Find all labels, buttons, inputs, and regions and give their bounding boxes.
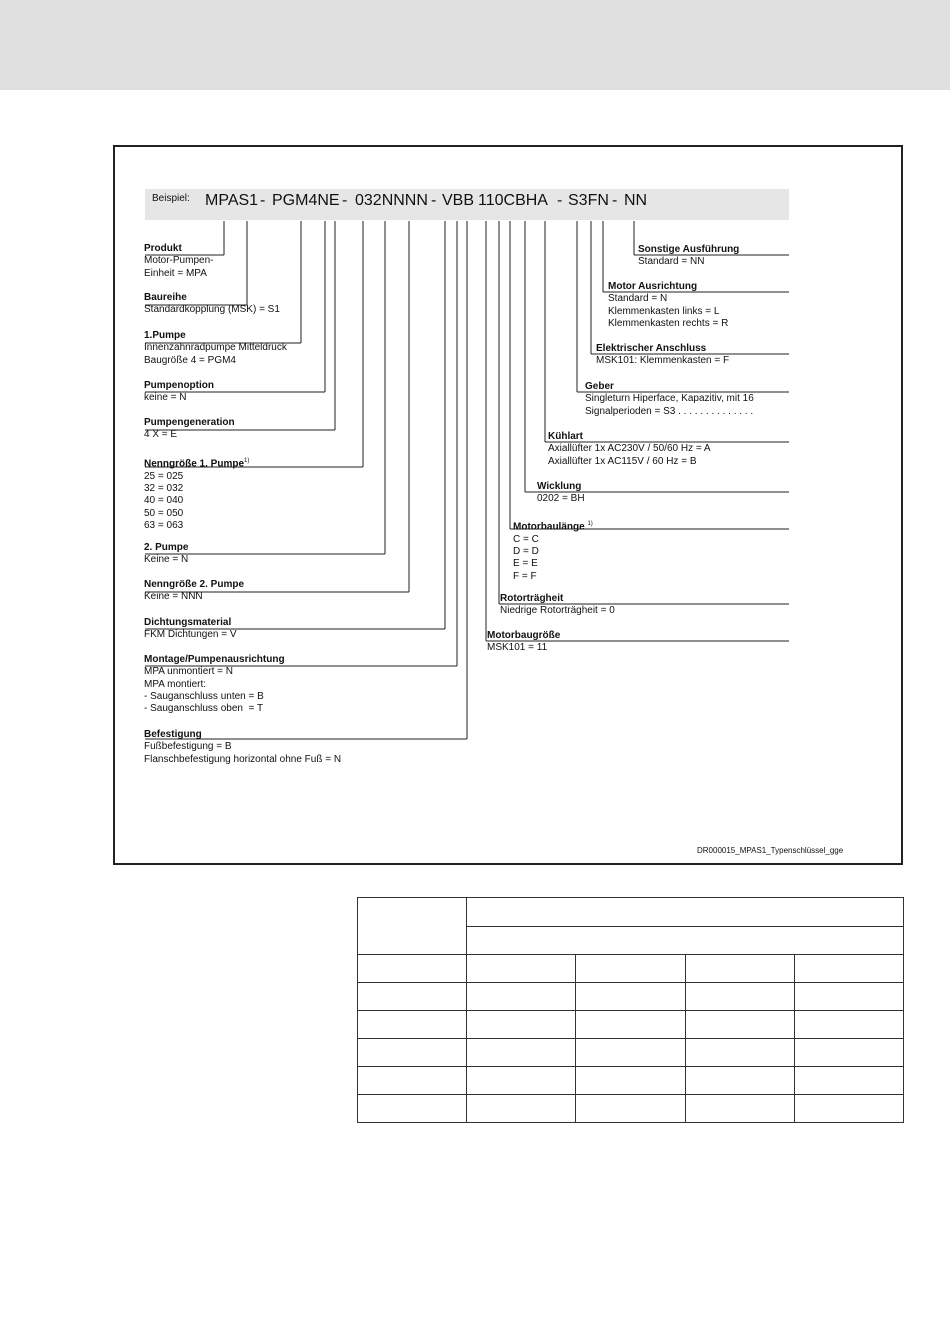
option-line: - Sauganschluss unten = B bbox=[144, 690, 264, 702]
table-cell bbox=[358, 955, 467, 983]
table-cell bbox=[794, 983, 903, 1011]
option-line: D = D bbox=[513, 545, 539, 557]
option-title: Befestigung bbox=[144, 729, 202, 740]
footnote-marker: 1) bbox=[587, 521, 593, 527]
option-title: Elektrischer Anschluss bbox=[596, 343, 707, 354]
table-cell bbox=[358, 1011, 467, 1039]
option-block-fixing bbox=[144, 729, 341, 766]
table-cell bbox=[467, 1095, 576, 1123]
option-line: FKM Dichtungen = V bbox=[144, 629, 237, 641]
option-line: Standardkopplung (MSK) = S1 bbox=[144, 304, 280, 316]
option-line: Signalperioden = S3 . . . . . . . . . . . . . . bbox=[585, 405, 754, 417]
option-line: Axiallüfter 1x AC230V / 50/60 Hz = A bbox=[548, 443, 711, 455]
option-line: Axiallüfter 1x AC115V / 60 Hz = B bbox=[548, 455, 697, 467]
option-block-size-pump1 bbox=[144, 455, 249, 532]
option-block-winding bbox=[537, 481, 585, 506]
code-separator: - bbox=[342, 192, 348, 209]
option-title: Motorbaulänge bbox=[513, 521, 585, 533]
option-line: Singleturn Hiperface, Kapazitiv, mit 16 bbox=[585, 393, 754, 405]
option-line: Keine = N bbox=[144, 554, 189, 566]
code-segment-other: NN bbox=[624, 192, 648, 209]
table-cell bbox=[794, 955, 903, 983]
table-cell bbox=[794, 1067, 903, 1095]
option-line: 25 = 025 bbox=[144, 470, 184, 482]
option-title: Montage/Pumpenausrichtung bbox=[144, 654, 285, 665]
option-block-motor-size bbox=[487, 630, 560, 655]
table-cell bbox=[358, 1039, 467, 1067]
option-title: Nenngröße 2. Pumpe bbox=[144, 579, 245, 590]
option-title: Baureihe bbox=[144, 292, 187, 303]
table-cell bbox=[576, 1039, 685, 1067]
option-title: Pumpenoption bbox=[144, 380, 214, 391]
option-line: Klemmenkasten rechts = R bbox=[608, 317, 729, 329]
option-title: Motor Ausrichtung bbox=[608, 281, 698, 292]
option-title: Motorbaugröße bbox=[487, 630, 561, 641]
table-cell bbox=[685, 1067, 794, 1095]
option-block-size-pump2 bbox=[144, 579, 244, 604]
code-segment-size: 032NNNN bbox=[355, 192, 428, 209]
table-row bbox=[358, 1067, 904, 1095]
option-line: MPA unmontiert = N bbox=[144, 666, 234, 678]
table-cell bbox=[358, 1067, 467, 1095]
option-line: - Sauganschluss oben = T bbox=[144, 703, 264, 715]
code-separator: - bbox=[431, 192, 437, 209]
code-separator: - bbox=[557, 192, 563, 209]
table-cell bbox=[358, 898, 467, 955]
option-line: 4 X = E bbox=[144, 429, 178, 441]
option-line: Motor-Pumpen- bbox=[144, 255, 214, 267]
table-cell bbox=[467, 983, 576, 1011]
option-line: Baugröße 4 = PGM4 bbox=[144, 354, 236, 366]
option-line: Standard = N bbox=[608, 293, 668, 305]
option-block-motor-orientation bbox=[608, 281, 728, 330]
table-cell bbox=[358, 1095, 467, 1123]
option-line: Niedrige Rotorträgheit = 0 bbox=[500, 605, 615, 617]
table-cell bbox=[685, 1039, 794, 1067]
table-cell bbox=[576, 1067, 685, 1095]
footnote-marker: 1) bbox=[244, 458, 250, 464]
table-cell bbox=[358, 983, 467, 1011]
example-label: Beispiel: bbox=[152, 193, 190, 204]
table-row bbox=[358, 983, 904, 1011]
option-line: F = F bbox=[513, 570, 537, 582]
option-block-cooling bbox=[548, 431, 711, 468]
option-title: Geber bbox=[585, 381, 614, 392]
option-block-pump-generation bbox=[144, 417, 235, 442]
table-cell bbox=[467, 1067, 576, 1095]
option-title: 2. Pumpe bbox=[144, 542, 189, 553]
option-block-series bbox=[144, 292, 280, 317]
option-title: Sonstige Ausführung bbox=[638, 244, 740, 255]
option-line: Standard = NN bbox=[638, 256, 705, 268]
option-line: 0202 = BH bbox=[537, 493, 585, 505]
option-block-pump1 bbox=[144, 330, 287, 367]
option-line: 40 = 040 bbox=[144, 495, 184, 507]
option-line: Einheit = MPA bbox=[144, 267, 207, 279]
option-title: Dichtungsmaterial bbox=[144, 617, 232, 628]
option-line: Flanschbefestigung horizontal ohne Fuß = N bbox=[144, 753, 342, 765]
code-segment-product: MPAS1 bbox=[205, 192, 259, 209]
code-separator: - bbox=[612, 192, 618, 209]
table-row bbox=[358, 1095, 904, 1123]
data-table bbox=[357, 897, 904, 1123]
table-cell bbox=[576, 1095, 685, 1123]
option-block-other bbox=[638, 244, 739, 269]
code-separator: - bbox=[260, 192, 266, 209]
option-block-mounting bbox=[144, 654, 285, 715]
code-segment-seal-mount: VBB bbox=[442, 192, 475, 209]
option-line: Innenzahnradpumpe Mitteldruck bbox=[144, 342, 287, 354]
code-segment-pump1: PGM4NE bbox=[272, 192, 340, 209]
table-cell bbox=[794, 1039, 903, 1067]
table-cell bbox=[685, 1011, 794, 1039]
option-title: Produkt bbox=[144, 243, 182, 254]
option-block-motor-length bbox=[513, 518, 593, 583]
option-line: Keine = NNN bbox=[144, 591, 203, 603]
option-block-electrical bbox=[596, 343, 729, 368]
option-block-rotor-inertia bbox=[500, 593, 615, 618]
table-cell bbox=[685, 983, 794, 1011]
option-line: 63 = 063 bbox=[144, 519, 184, 531]
table-cell bbox=[467, 955, 576, 983]
option-line: Fußbefestigung = B bbox=[144, 741, 232, 753]
option-block-pump-option bbox=[144, 380, 214, 405]
table-cell bbox=[685, 955, 794, 983]
table-cell bbox=[576, 955, 685, 983]
table-cell bbox=[467, 1011, 576, 1039]
option-line: Klemmenkasten links = L bbox=[608, 305, 720, 317]
table-cell bbox=[467, 1039, 576, 1067]
option-line: MPA montiert: bbox=[144, 678, 207, 690]
option-block-product bbox=[144, 243, 213, 280]
option-block-seal bbox=[144, 617, 237, 642]
table-row bbox=[358, 955, 904, 983]
code-segment-motor: 110CBHA bbox=[478, 192, 548, 209]
code-segment-encoder: S3FN bbox=[568, 192, 609, 209]
option-line: 32 = 032 bbox=[144, 482, 184, 494]
table-header-row bbox=[358, 898, 904, 927]
option-block-pump2 bbox=[144, 542, 188, 567]
option-title: Rotorträgheit bbox=[500, 593, 564, 604]
figure-credit: DR000015_MPAS1_Typenschlüssel_gge bbox=[697, 846, 844, 855]
option-line: 50 = 050 bbox=[144, 507, 184, 519]
table-cell bbox=[576, 983, 685, 1011]
table-cell bbox=[467, 898, 904, 927]
table-cell bbox=[685, 1095, 794, 1123]
option-line: MSK101 = 11 bbox=[487, 642, 548, 654]
table-cell bbox=[794, 1095, 903, 1123]
table-row bbox=[358, 1039, 904, 1067]
option-line: MSK101: Klemmenkasten = F bbox=[596, 355, 730, 367]
option-title: 1.Pumpe bbox=[144, 330, 186, 341]
option-line: keine = N bbox=[144, 392, 187, 404]
table-cell bbox=[467, 926, 904, 955]
table-row bbox=[358, 1011, 904, 1039]
table-cell bbox=[576, 1011, 685, 1039]
option-line: C = C bbox=[513, 533, 539, 545]
option-title: Nenngröße 1. Pumpe bbox=[144, 458, 245, 470]
option-block-encoder bbox=[585, 381, 754, 418]
option-title: Wicklung bbox=[537, 481, 582, 492]
table-cell bbox=[794, 1011, 903, 1039]
option-title: Pumpengeneration bbox=[144, 417, 235, 428]
option-line: E = E bbox=[513, 558, 538, 570]
option-title: Kühlart bbox=[548, 431, 583, 442]
